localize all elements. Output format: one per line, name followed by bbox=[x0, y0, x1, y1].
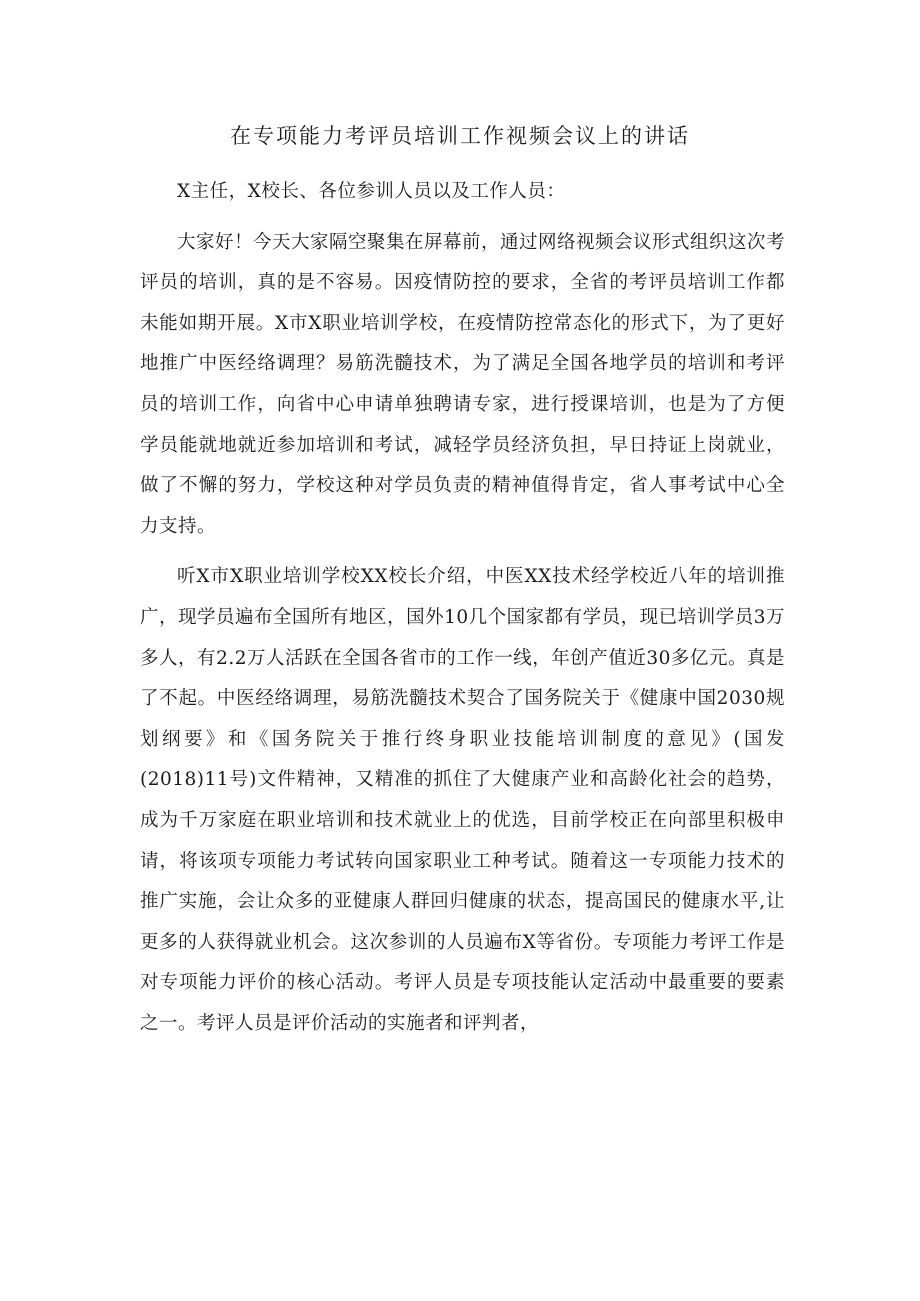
greeting-paragraph: 大家好！今天大家隔空聚集在屏幕前，通过网络视频会议形式组织这次考评员的培训，真的是不容易。因疫情防控的要求，全省的考评员培训工作都未能如期开展。X市X职业培训学校，在疫情防控常态化的形式下，为了更好地推广中医经络调理？易筋洗髓技术，为了满足全国各地学员的培训和考评员的培训工作，向省中心申请单独聘请专家，进行授课培训，也是为了方便学员能就地就近参加培训和考试，减轻学员经济负担，早日持证上岗就业，做了不懈的努力，学校这种对学员负责的精神值得肯定，省人事考试中心全力支持。 bbox=[140, 231, 786, 537]
document-title: 在专项能力考评员培训工作视频会议上的讲话 bbox=[230, 124, 690, 148]
document-body bbox=[140, 172, 785, 1054]
introduction-paragraph: 听X市X职业培训学校XX校长介绍，中医XX技术经学校近八年的培训推广，现学员遍布全国所有地区，国外10几个国家都有学员，现已培训学员3万多人，有2.2万人活跃在全国各省市的工作一线，年创产值近30多亿元。真是了不起。中医经络调理，易筋洗髓技术契合了国务院关于《健康中国2030规划纲要》和《国务院关于推行终身职业技能培训制度的意见》(国发(2018)11号)文件精神，又精准的抓住了大健康产业和高龄化社会的趋势，成为千万家庭在职业培训和技术就业上的优选，目前学校正在向部里积极申请，将该项专项能力考试转向国家职业工种考试。随着这一专项能力技术的推广实施，会让众多的亚健康人群回归健康的状态，提高国民的健康水平,让更多的人获得就业机会。这次参训的人员遍布X等省份。专项能力考评工作是对专项能力评价的核心活动。考评人员是专项技能认定活动中最重要的要素之一。考评人员是评价活动的实施者和评判者， bbox=[140, 566, 785, 1034]
salutation-paragraph: X主任，X校长、各位参训人员以及工作人员： bbox=[177, 181, 566, 202]
